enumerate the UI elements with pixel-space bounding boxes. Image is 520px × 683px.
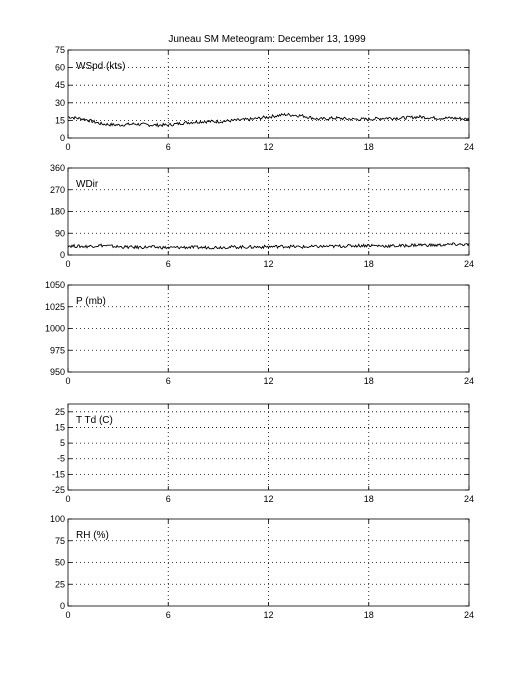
x-tick-label: 6 [165, 142, 171, 152]
panel-label: P (mb) [76, 296, 106, 307]
y-tick-label: 0 [59, 133, 65, 143]
panel-label: RH (%) [76, 530, 109, 541]
y-tick-label: 25 [54, 406, 65, 417]
panel-label: T Td (C) [76, 415, 113, 426]
x-tick-label: 18 [363, 259, 374, 269]
y-tick-label: 45 [54, 80, 65, 91]
y-tick-label: 15 [54, 422, 65, 433]
y-tick-label: 1000 [44, 323, 65, 334]
x-tick-label: 24 [463, 259, 475, 269]
x-tick-label: 18 [363, 494, 374, 504]
y-tick-label: -5 [56, 453, 65, 464]
x-tick-label: 6 [165, 610, 171, 620]
x-tick-label: 12 [263, 610, 274, 620]
x-tick-label: 12 [263, 494, 274, 504]
y-tick-label: 50 [54, 557, 65, 568]
y-tick-label: 360 [49, 163, 65, 173]
y-tick-label: 0 [59, 601, 65, 611]
x-tick-label: 0 [65, 376, 71, 386]
y-tick-label: 90 [54, 228, 65, 239]
y-tick-label: 0 [59, 250, 65, 260]
panel-label: WSpd (kts) [76, 61, 126, 72]
y-tick-label: -15 [51, 469, 65, 480]
x-tick-label: 24 [463, 142, 475, 152]
x-tick-label: 12 [263, 259, 274, 269]
panel-1 [55, 45, 474, 152]
panel-label: WDir [76, 179, 99, 190]
y-tick-label: 950 [49, 367, 65, 377]
x-tick-label: 12 [263, 376, 274, 386]
chart-title: Juneau SM Meteogram: December 13, 1999 [168, 34, 366, 45]
y-tick-label: 180 [49, 206, 65, 217]
x-tick-label: 6 [165, 494, 171, 504]
y-tick-label: -25 [51, 485, 65, 495]
y-tick-label: 5 [59, 438, 65, 449]
y-tick-label: 60 [54, 62, 65, 73]
x-tick-label: 24 [463, 376, 475, 386]
panel-5 [50, 514, 474, 620]
y-tick-label: 1025 [44, 301, 65, 312]
x-tick-label: 0 [65, 142, 71, 152]
panel-4 [52, 404, 474, 504]
x-tick-label: 24 [463, 610, 475, 620]
panel-3 [45, 280, 474, 386]
x-tick-label: 18 [363, 610, 374, 620]
y-tick-label: 25 [54, 579, 65, 590]
x-tick-label: 12 [263, 142, 274, 152]
panels [45, 45, 474, 620]
y-tick-label: 30 [54, 97, 65, 108]
x-tick-label: 0 [65, 259, 71, 269]
x-tick-label: 0 [65, 494, 71, 504]
x-tick-label: 24 [463, 494, 475, 504]
y-tick-label: 75 [54, 535, 65, 546]
y-tick-label: 270 [49, 184, 65, 195]
y-tick-label: 100 [49, 514, 65, 524]
panel-2 [50, 163, 474, 269]
x-tick-label: 0 [65, 610, 71, 620]
x-tick-label: 6 [165, 259, 171, 269]
y-tick-label: 975 [49, 345, 65, 356]
x-tick-label: 6 [165, 376, 171, 386]
y-tick-label: 75 [54, 45, 65, 55]
y-tick-label: 1050 [44, 280, 65, 290]
x-tick-label: 18 [363, 376, 374, 386]
y-tick-label: 15 [54, 115, 65, 126]
series-line [68, 243, 469, 249]
x-tick-label: 18 [363, 142, 374, 152]
